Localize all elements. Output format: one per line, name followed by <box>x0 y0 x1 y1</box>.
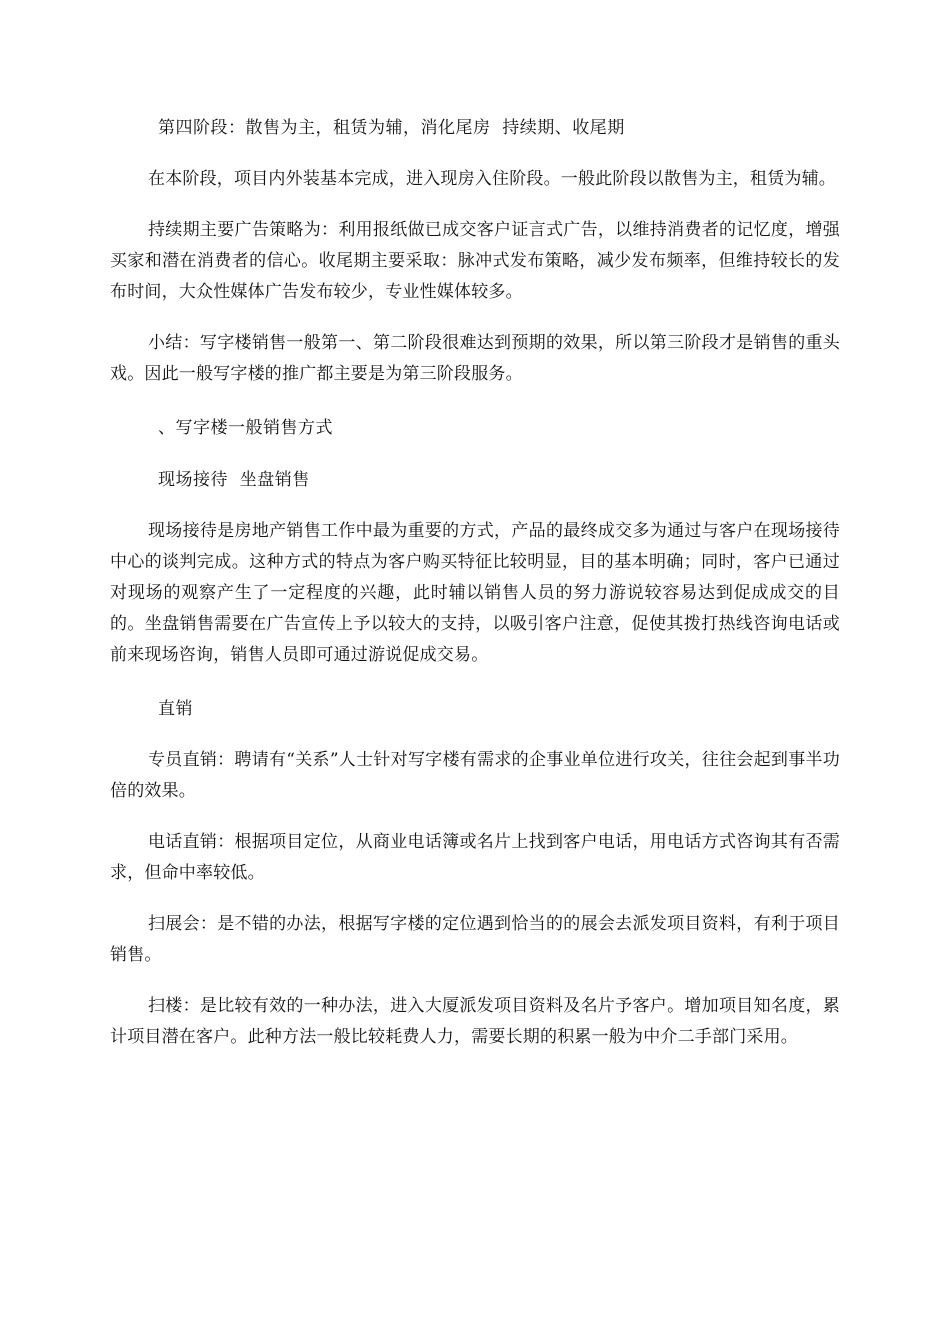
paragraph-building-canvassing: 扫楼：是比较有效的一种办法，进入大厦派发项目资料及名片予客户。增加项目知名度，累计项目潜在客户。此种方法一般比较耗费人力，需要长期的积累一般为中介二手部门采用。 <box>110 996 840 1047</box>
paragraph-stage-four-intro: 在本阶段，项目内外装基本完成，进入现房入住阶段。一般此阶段以散售为主，租赁为辅。 <box>148 169 836 189</box>
paragraph-specialist-direct-sales: 专员直销：聘请有“关系”人士针对写字楼有需求的企事业单位进行攻关，往往会起到事半功倍的效果。 <box>110 750 840 801</box>
paragraph-onsite-reception: 现场接待是房地产销售工作中最为重要的方式，产品的最终成交多为通过与客户在现场接待中心的谈判完成。这种方式的特点为客户购买特征比较明显，目的基本明确；同时，客户已通过对现场的观察产生了一定程度的兴趣，此时辅以销售人员的努力游说较容易达到促成成交的目的。坐盘销售需要在广告宣传上予以较大的支持，以吸引客户注意，促使其拨打热线咨询电话或前来现场咨询，销售人员即可通过游说促成交易。 <box>110 521 840 665</box>
document-page <box>110 112 840 1053</box>
paragraph-summary: 小结：写字楼销售一般第一、第二阶段很难达到预期的效果，所以第三阶段才是销售的重头戏。因此一般写字楼的推广都主要是为第三阶段服务。 <box>110 333 840 384</box>
subheading-onsite-reception: 现场接待 坐盘销售 <box>158 470 310 490</box>
paragraph-phone-direct-sales: 电话直销：根据项目定位，从商业电话簿或名片上找到客户电话，用电话方式咨询其有否需求，但命中率较低。 <box>110 832 840 883</box>
paragraph-trade-shows: 扫展会：是不错的办法，根据写字楼的定位遇到恰当的的展会去派发项目资料，有利于项目销售。 <box>110 914 840 965</box>
paragraph-ad-strategy: 持续期主要广告策略为：利用报纸做已成交客户证言式广告，以维持消费者的记忆度，增强买家和潜在消费者的信心。收尾期主要采取：脉冲式发布策略，减少发布频率，但维持较长的发布时间，大众性媒体广告发布较少，专业性媒体较多。 <box>110 220 840 302</box>
subheading-direct-sales: 直销 <box>158 699 193 719</box>
section-heading-sales-methods: 、写字楼一般销售方式 <box>158 418 333 438</box>
section-heading-stage-four: 第四阶段：散售为主，租赁为辅，消化尾房 持续期、收尾期 <box>158 118 625 138</box>
